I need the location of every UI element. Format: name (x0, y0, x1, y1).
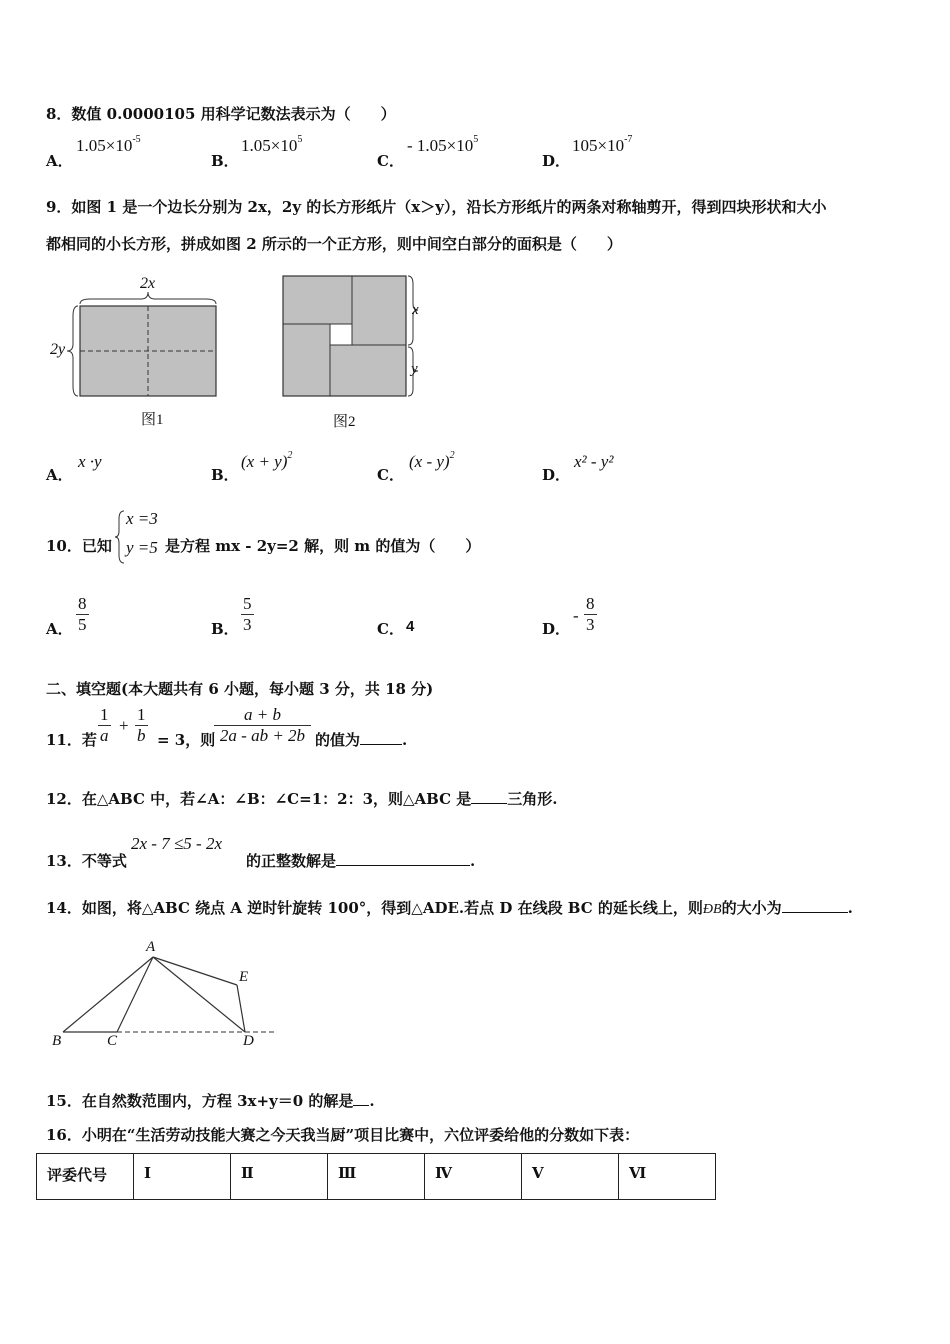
segment-ac (117, 957, 153, 1032)
fig2-label-y: y (411, 361, 418, 377)
table-header-cell: Ⅱ (231, 1154, 328, 1200)
q9-figure-1 (45, 270, 235, 430)
q11-answer-blank[interactable] (360, 730, 402, 745)
q14-point-e: E (239, 969, 249, 985)
q13-inequality: 2x - 7 ≤5 - 2x (131, 834, 222, 853)
q10-prefix: 10．已知 (46, 537, 112, 555)
q11-suffix: 的值为 (315, 731, 361, 749)
q10-suffix: 是方程 mx - 2y=2 解，则 m 的值为（ ） (165, 537, 481, 555)
table-header-cell: Ⅵ (619, 1154, 716, 1200)
q11-fraction-2: $\frac{1}{b}$ (137, 705, 146, 745)
q10-system-brace (114, 509, 126, 565)
q14-text: 14．如图，将△ABC 绕点 A 逆时针旋转 100°，得到△ADE.若点 D 在线段 BC 的延长线上，则 (46, 899, 703, 917)
table-row (37, 1154, 716, 1200)
q8-stem: 8．数值 0.0000105 用科学记数法表示为（ ） (46, 105, 396, 123)
fig1-caption: 图1 (141, 412, 164, 428)
q11-plus: + (119, 716, 129, 735)
q12-text: 12．在△ABC 中，若∠A：∠B：∠C=1：2：3，则△ABC 是 (46, 790, 472, 808)
table-header-cell: Ⅰ (134, 1154, 231, 1200)
section2-title: 二、填空题(本大题共有 6 小题，每小题 3 分，共 18 分) (46, 680, 434, 698)
fig1-top-brace (80, 292, 216, 304)
q15-text: 15．在自然数范围内，方程 3x+y＝0 的解是 (46, 1092, 354, 1110)
q10-eq1: x =3 (126, 509, 158, 528)
q11-prefix: 11．若 (46, 731, 97, 749)
fig1-top-label: 2x (140, 275, 156, 292)
q9-figure-2 (275, 270, 435, 410)
fig2-center-hole (330, 324, 352, 345)
segment-ae (153, 957, 237, 985)
table-header-cell: 评委代号 (37, 1154, 134, 1200)
q10-eq2: y =5 (126, 538, 158, 557)
q15-answer-blank[interactable] (353, 1091, 369, 1106)
fig2-caption: 图2 (333, 414, 356, 430)
segment-ad (153, 957, 245, 1032)
q11-fraction-3: $\frac{a + b}{2a - ab + 2b}$ (214, 705, 311, 746)
q13-suffix: 的正整数解是 (246, 852, 337, 870)
fig1-left-label: 2y (50, 341, 66, 358)
table-header-cell: Ⅴ (522, 1154, 619, 1200)
q16-score-table (36, 1153, 716, 1200)
q9-stem-line1: 9．如图 1 是一个边长分别为 2x，2y 的长方形纸片（x＞y），沿长方形纸片的两条对称轴剪开，得到四块形状和大小 (46, 198, 827, 216)
fig1-left-brace (67, 306, 78, 396)
q16-text: 16．小明在“生活劳动技能大赛之今天我当厨”项目比赛中，六位评委给他的分数如下表： (46, 1126, 640, 1144)
q9-stem-line2: 都相同的小长方形，拼成如图 2 所示的一个正方形，则中间空白部分的面积是（ ） (46, 235, 622, 253)
q14-answer-blank[interactable] (782, 898, 848, 913)
q14-point-c: C (107, 1033, 118, 1049)
segment-ab (63, 957, 153, 1032)
q14-angle-symbol: ÐB (702, 902, 722, 917)
segment-ed (237, 985, 245, 1032)
q14-point-b: B (52, 1033, 62, 1049)
q14-point-d: D (243, 1033, 254, 1049)
q12-answer-blank[interactable] (471, 789, 507, 804)
q13-prefix: 13．不等式 (46, 852, 127, 870)
q13-answer-blank[interactable] (336, 851, 470, 866)
q11-fraction-1: $\frac{1}{a}$ (100, 705, 109, 745)
table-header-cell: Ⅳ (425, 1154, 522, 1200)
fig2-label-x: x (412, 302, 419, 318)
q11-eq: = 3，则 (157, 731, 216, 749)
table-header-cell: Ⅲ (328, 1154, 425, 1200)
q14-point-a: A (146, 939, 156, 955)
